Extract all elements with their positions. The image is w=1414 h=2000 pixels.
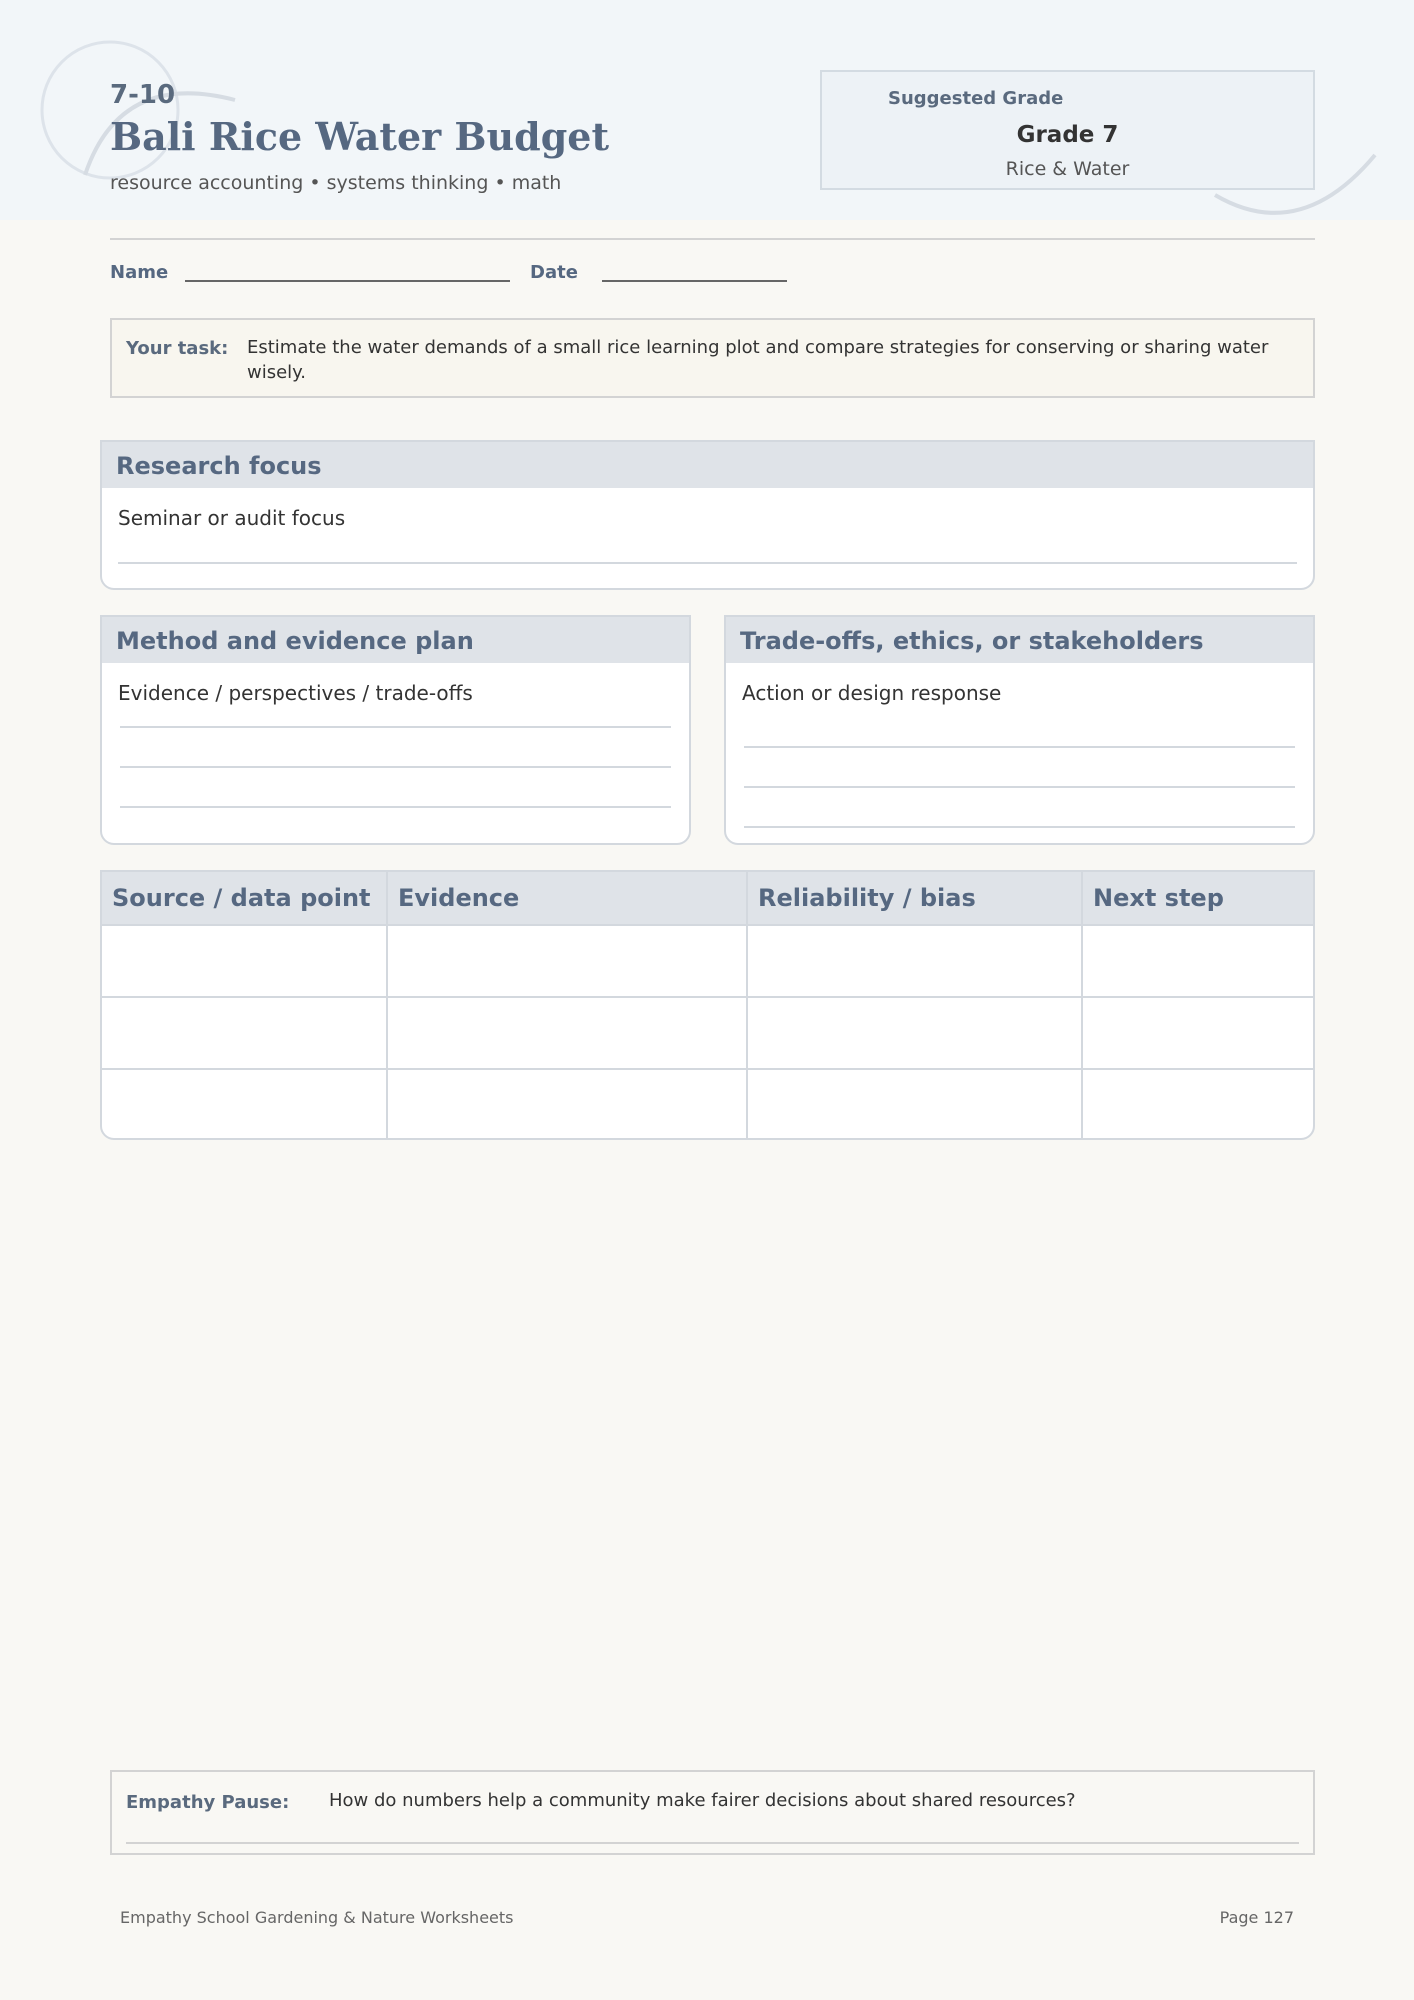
table-cell[interactable] [387,925,747,997]
research-focus-prompt: Seminar or audit focus [118,506,346,530]
evidence-table [100,870,1315,1140]
writing-line[interactable] [744,826,1295,828]
date-field[interactable] [602,280,787,282]
table-cell[interactable] [747,925,1082,997]
writing-line[interactable] [120,726,671,728]
writing-line[interactable] [126,1842,1299,1844]
writing-line[interactable] [120,806,671,808]
writing-line[interactable] [744,746,1295,748]
column-header: Evidence [387,872,747,925]
task-box [110,318,1315,398]
column-header: Source / data point [102,872,387,925]
header-divider [110,238,1315,240]
column-header: Reliability / bias [747,872,1082,925]
table-cell[interactable] [102,997,387,1069]
empathy-pause-label: Empathy Pause: [126,1792,290,1813]
table-cell[interactable] [102,1069,387,1140]
name-label: Name [110,262,169,283]
table-cell[interactable] [102,925,387,997]
name-field[interactable] [185,280,510,282]
task-text: Estimate the water demands of a small rice learning plot and compare strategies for conserving or sharing water wisely. [247,337,1269,383]
writing-line[interactable] [744,786,1295,788]
table-row [102,997,1313,1069]
tradeoffs-prompt: Action or design response [742,681,1002,705]
writing-line[interactable] [118,562,1297,564]
table-cell[interactable] [1082,925,1313,997]
footer-series: Empathy School Gardening & Nature Worksheets [120,1908,514,1927]
method-prompt: Evidence / perspectives / trade-offs [118,681,473,705]
table-cell[interactable] [387,997,747,1069]
suggested-grade-box [820,70,1315,190]
grade-value: Grade 7 [1016,122,1119,148]
page-number: Page 127 [1219,1908,1294,1927]
page-subtitle: resource accounting • systems thinking • math [110,172,562,194]
table-cell[interactable] [1082,997,1313,1069]
tradeoffs-title: Trade-offs, ethics, or stakeholders [726,617,1313,663]
suggested-grade-label: Suggested Grade [888,88,1064,109]
table-row [102,1069,1313,1140]
empathy-pause-text: How do numbers help a community make fairer decisions about shared resources? [329,1790,1076,1811]
table-cell[interactable] [387,1069,747,1140]
table-cell[interactable] [747,997,1082,1069]
method-title: Method and evidence plan [102,617,689,663]
research-focus-card [100,440,1315,590]
empathy-pause-box [110,1770,1315,1855]
task-label: Your task: [126,338,229,359]
writing-line[interactable] [120,766,671,768]
table-cell[interactable] [1082,1069,1313,1140]
grade-topic: Rice & Water [1005,158,1130,180]
date-label: Date [530,262,578,283]
method-card [100,615,691,845]
table-cell[interactable] [747,1069,1082,1140]
tradeoffs-card [724,615,1315,845]
table-row [102,925,1313,997]
grade-range: 7-10 [110,80,176,110]
column-header: Next step [1082,872,1313,925]
research-focus-title: Research focus [102,442,1313,488]
page-title: Bali Rice Water Budget [110,114,609,159]
